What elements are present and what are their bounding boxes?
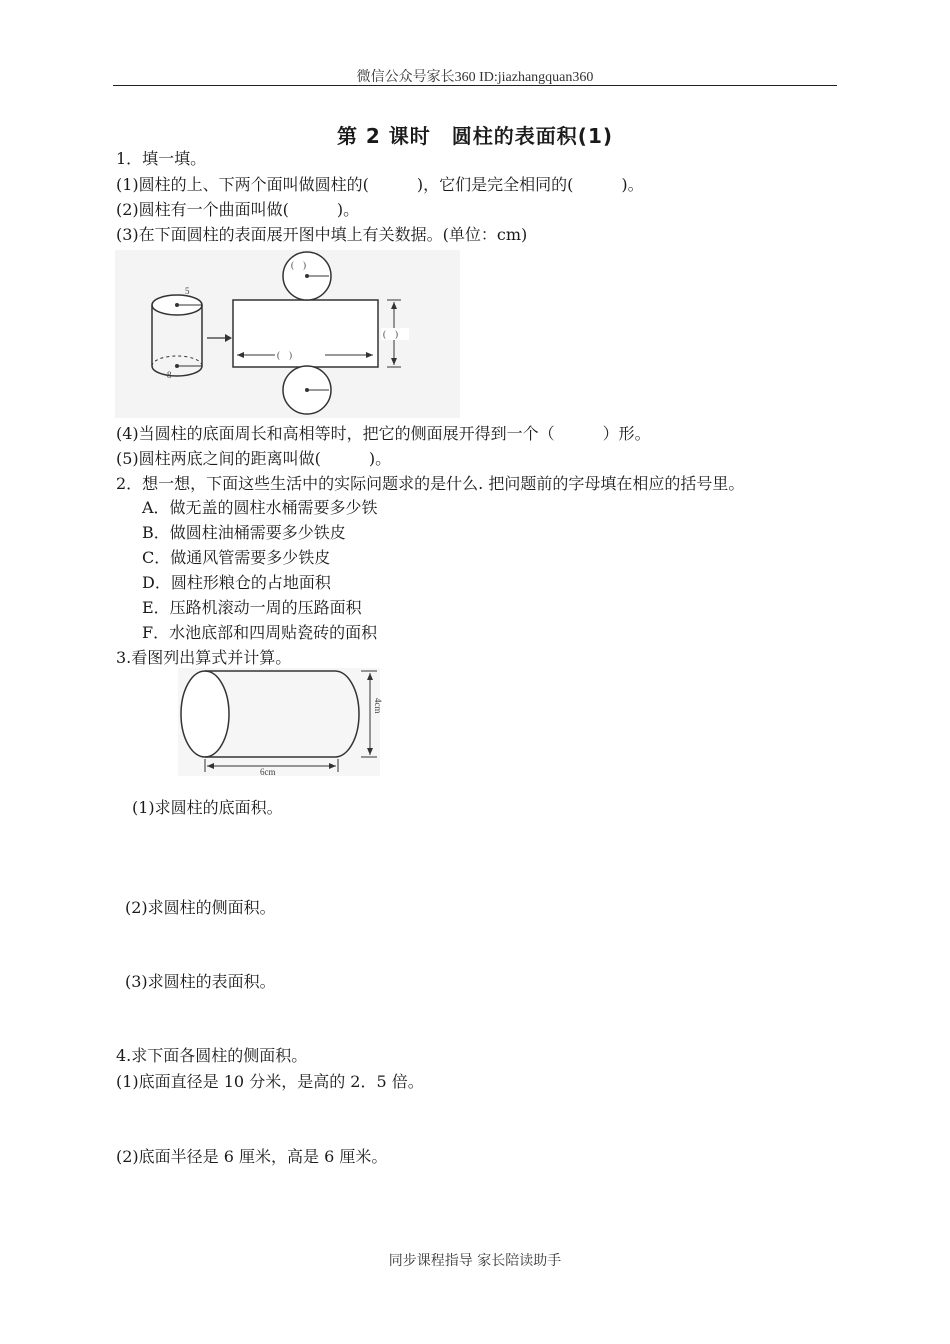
q4-heading: 4.求下面各圆柱的侧面积。 xyxy=(116,1046,308,1065)
q3-item-1: (1)求圆柱的底面积。 xyxy=(132,798,283,817)
q3-item-2: (2)求圆柱的侧面积。 xyxy=(125,898,276,917)
q1-item-3: (3)在下面圆柱的表面展开图中填上有关数据。(单位：cm) xyxy=(116,225,528,244)
q2-option-c: C．做通风管需要多少铁皮 xyxy=(142,548,331,567)
q2-option-e: E．压路机滚动一周的压路面积 xyxy=(142,598,362,617)
height-blank: ( ) xyxy=(383,329,398,339)
q1-item-5: (5)圆柱两底之间的距离叫做( )。 xyxy=(116,449,392,468)
horizontal-cylinder-figure xyxy=(178,668,383,777)
width-blank: ( ) xyxy=(277,350,292,360)
diameter-label: 4cm xyxy=(373,698,383,714)
page-footer: 同步课程指导 家长陪读助手 xyxy=(388,1253,562,1269)
q2-option-f: F．水池底部和四周贴瓷砖的面积 xyxy=(142,623,378,642)
q2-heading: 2．想一想，下面这些生活中的实际问题求的是什么. 把问题前的字母填在相应的括号里。 xyxy=(116,474,745,493)
q2-option-b: B．做圆柱油桶需要多少铁皮 xyxy=(142,523,346,542)
lesson-title: 第 2 课时 圆柱的表面积(1) xyxy=(336,124,614,148)
q4-item-1: (1)底面直径是 10 分米，是高的 2．5 倍。 xyxy=(116,1072,424,1091)
length-label: 6cm xyxy=(260,767,276,777)
top-circle-blank: ( ) xyxy=(291,260,306,270)
q3-heading: 3.看图列出算式并计算。 xyxy=(116,648,292,667)
q1-item-2: (2)圆柱有一个曲面叫做( )。 xyxy=(116,200,360,219)
cylinder-net-figure xyxy=(115,250,460,418)
radius-label: 5 xyxy=(185,286,190,296)
header-rule xyxy=(113,85,837,86)
page-header: 微信公众号家长360 ID:jiazhangquan360 xyxy=(356,70,594,85)
q4-item-2: (2)底面半径是 6 厘米，高是 6 厘米。 xyxy=(116,1147,388,1166)
q1-heading: 1．填一填。 xyxy=(116,149,207,168)
q1-item-1: (1)圆柱的上、下两个面叫做圆柱的( )，它们是完全相同的( )。 xyxy=(116,175,644,194)
q1-item-4: (4)当圆柱的底面周长和高相等时，把它的侧面展开得到一个（ ）形。 xyxy=(116,424,651,443)
q3-item-3: (3)求圆柱的表面积。 xyxy=(125,972,276,991)
height-label: 8 xyxy=(167,370,172,380)
q2-option-d: D．圆柱形粮仓的占地面积 xyxy=(142,573,331,592)
q2-option-a: A．做无盖的圆柱水桶需要多少铁 xyxy=(142,498,378,517)
